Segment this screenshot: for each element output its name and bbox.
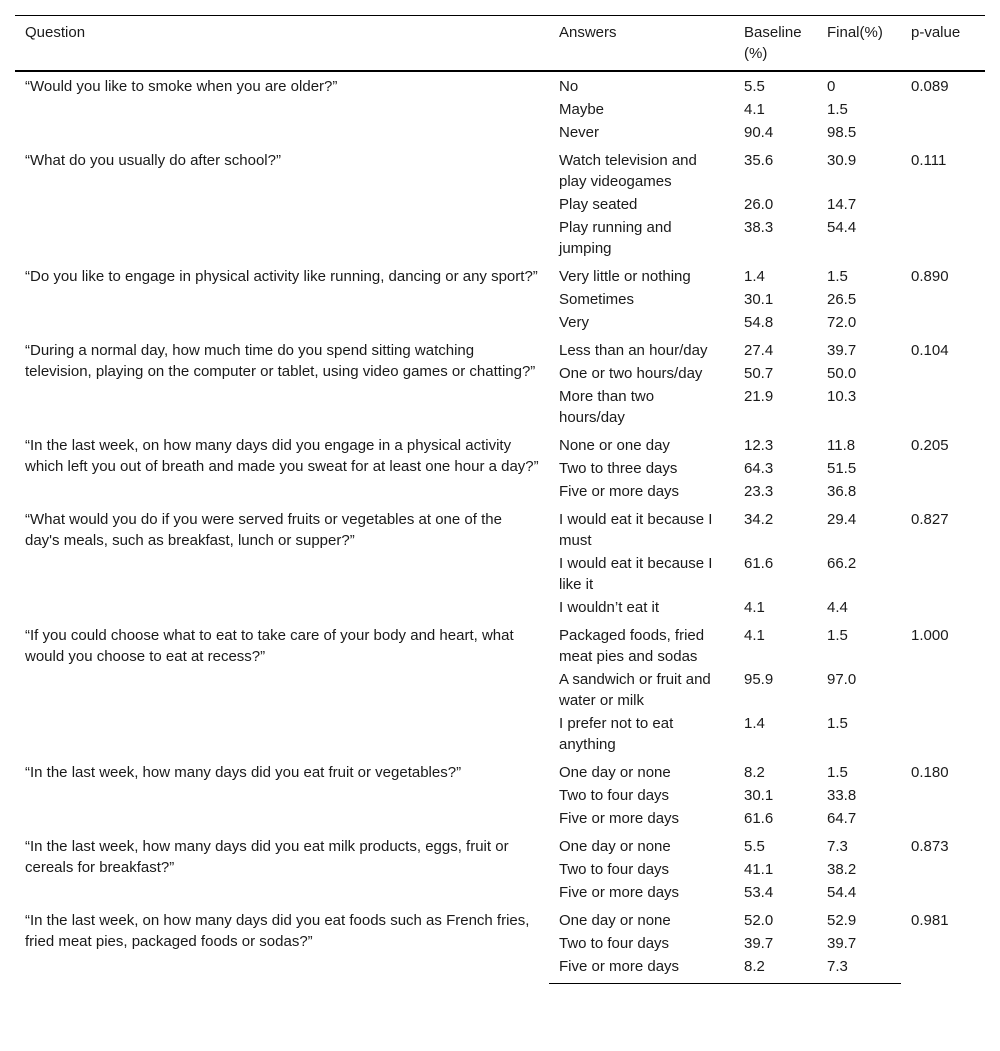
final-cell: 7.3 <box>827 838 848 855</box>
table-row <box>15 832 985 858</box>
pvalue-cell: 0.089 <box>911 78 949 95</box>
baseline-cell: 61.6 <box>744 810 774 827</box>
answer-cell: One day or none <box>559 764 671 781</box>
final-cell: 50.0 <box>827 365 857 382</box>
table-header <box>15 16 985 72</box>
answer-cell: Five or more days <box>549 955 734 984</box>
baseline-cell: 64.3 <box>744 460 774 477</box>
answer-cell: A sandwich or fruit and water or milk <box>559 671 711 709</box>
answer-cell: I prefer not to eat anything <box>559 715 674 753</box>
baseline-cell: 1.4 <box>744 715 765 732</box>
answer-cell: Five or more days <box>559 884 680 901</box>
pvalue-cell: 0.873 <box>911 838 949 855</box>
question-cell: “Do you like to engage in physical activity like running, dancing or any sport?” <box>25 268 538 285</box>
table-body <box>15 71 985 984</box>
baseline-cell: 4.1 <box>744 101 765 118</box>
baseline-cell: 38.3 <box>744 219 774 236</box>
header-final: Final(%) <box>817 16 901 72</box>
baseline-cell: 90.4 <box>744 124 774 141</box>
header-row <box>15 16 985 72</box>
final-cell: 1.5 <box>827 715 848 732</box>
final-cell: 7.3 <box>817 955 901 984</box>
baseline-cell: 95.9 <box>744 671 774 688</box>
baseline-cell: 34.2 <box>744 511 774 528</box>
baseline-cell: 5.5 <box>744 838 765 855</box>
answer-cell: Two to four days <box>559 861 670 878</box>
final-cell: 26.5 <box>827 291 857 308</box>
question-cell: “In the last week, how many days did you eat milk products, eggs, fruit or cereals for breakfast?” <box>25 838 509 876</box>
answer-cell: Two to four days <box>559 787 670 804</box>
answer-cell: Watch television and play videogames <box>559 152 697 190</box>
baseline-cell: 4.1 <box>744 599 765 616</box>
pvalue-cell: 1.000 <box>911 627 949 644</box>
question-cell: “In the last week, on how many days did you engage in a physical activity which left you out of breath and made you sweat for at least one hour a day?” <box>25 437 539 475</box>
question-cell: “If you could choose what to eat to take care of your body and heart, what would you choose to eat at recess?” <box>25 627 514 665</box>
final-cell: 11.8 <box>827 437 856 454</box>
baseline-cell: 41.1 <box>744 861 774 878</box>
table-row <box>15 262 985 288</box>
header-baseline: Baseline (%) <box>734 16 817 72</box>
pvalue-cell: 0.890 <box>911 268 949 285</box>
answer-cell: Two to four days <box>559 935 670 952</box>
pvalue-cell: 0.205 <box>911 437 949 454</box>
baseline-cell: 39.7 <box>744 935 774 952</box>
answer-cell: Two to three days <box>559 460 678 477</box>
baseline-cell: 21.9 <box>744 388 774 405</box>
final-cell: 54.4 <box>827 884 857 901</box>
answer-cell: Five or more days <box>559 483 680 500</box>
baseline-cell: 50.7 <box>744 365 774 382</box>
pvalue-cell: 0.827 <box>911 511 949 528</box>
final-cell: 4.4 <box>827 599 848 616</box>
answer-cell: Very <box>559 314 590 331</box>
results-table <box>15 15 985 984</box>
final-cell: 1.5 <box>827 627 848 644</box>
answer-cell: None or one day <box>559 437 670 454</box>
answer-cell: Less than an hour/day <box>559 342 708 359</box>
final-cell: 72.0 <box>827 314 857 331</box>
question-cell: “What would you do if you were served fruits or vegetables at one of the day's meals, such as breakfast, lunch or supper?” <box>25 511 502 549</box>
baseline-cell: 53.4 <box>744 884 774 901</box>
baseline-cell: 5.5 <box>744 78 765 95</box>
final-cell: 10.3 <box>827 388 857 405</box>
answer-cell: Five or more days <box>559 810 680 827</box>
baseline-cell: 12.3 <box>744 437 774 454</box>
baseline-cell: 1.4 <box>744 268 765 285</box>
baseline-cell: 8.2 <box>744 764 765 781</box>
baseline-cell: 4.1 <box>744 627 765 644</box>
final-cell: 52.9 <box>827 912 857 929</box>
final-cell: 38.2 <box>827 861 857 878</box>
header-answers: Answers <box>549 16 734 72</box>
table-row <box>15 431 985 457</box>
pvalue-cell: 0.180 <box>911 764 949 781</box>
baseline-cell: 26.0 <box>744 196 774 213</box>
table-row <box>15 336 985 362</box>
answer-cell: One day or none <box>559 838 671 855</box>
final-cell: 39.7 <box>827 342 857 359</box>
answer-cell: Sometimes <box>559 291 635 308</box>
pvalue-cell: 0.104 <box>911 342 949 359</box>
table-row <box>15 146 985 193</box>
answer-cell: I would eat it because I like it <box>559 555 713 593</box>
answer-cell: More than two hours/day <box>559 388 655 426</box>
question-cell: “In the last week, how many days did you eat fruit or vegetables?” <box>25 764 462 781</box>
baseline-cell: 8.2 <box>734 955 817 984</box>
baseline-cell: 23.3 <box>744 483 774 500</box>
answer-cell: Packaged foods, fried meat pies and sodas <box>559 627 705 665</box>
final-cell: 33.8 <box>827 787 857 804</box>
final-cell: 64.7 <box>827 810 857 827</box>
question-cell: “What do you usually do after school?” <box>25 152 281 169</box>
baseline-cell: 30.1 <box>744 291 774 308</box>
final-cell: 29.4 <box>827 511 857 528</box>
final-cell: 1.5 <box>827 101 848 118</box>
baseline-cell: 35.6 <box>744 152 774 169</box>
table-row <box>15 71 985 98</box>
final-cell: 36.8 <box>827 483 857 500</box>
answer-cell: I wouldn’t eat it <box>559 599 660 616</box>
final-cell: 39.7 <box>827 935 857 952</box>
final-cell: 30.9 <box>827 152 857 169</box>
pvalue-cell: 0.111 <box>911 152 947 169</box>
table-row <box>15 621 985 668</box>
answer-cell: Play running and jumping <box>559 219 672 257</box>
answer-cell: One day or none <box>559 912 671 929</box>
answer-cell: One or two hours/day <box>559 365 703 382</box>
final-cell: 1.5 <box>827 764 848 781</box>
question-cell: “Would you like to smoke when you are older?” <box>25 78 338 95</box>
answer-cell: No <box>559 78 579 95</box>
answer-cell: Never <box>559 124 600 141</box>
table-row <box>15 505 985 552</box>
baseline-cell: 52.0 <box>744 912 774 929</box>
table-row <box>15 758 985 784</box>
final-cell: 14.7 <box>827 196 857 213</box>
final-cell: 1.5 <box>827 268 848 285</box>
final-cell: 97.0 <box>827 671 857 688</box>
baseline-cell: 30.1 <box>744 787 774 804</box>
final-cell: 0 <box>827 78 836 95</box>
final-cell: 54.4 <box>827 219 857 236</box>
answer-cell: Maybe <box>559 101 605 118</box>
header-pvalue: p-value <box>901 16 985 72</box>
question-cell: “In the last week, on how many days did you eat foods such as French fries, fried meat pies, packaged foods or sodas?” <box>25 912 530 950</box>
baseline-cell: 61.6 <box>744 555 774 572</box>
header-question: Question <box>15 16 549 72</box>
question-cell: “During a normal day, how much time do you spend sitting watching television, playing on the computer or tablet, using video games or chatting?” <box>25 342 536 380</box>
baseline-cell: 54.8 <box>744 314 774 331</box>
final-cell: 66.2 <box>827 555 857 572</box>
answer-cell: Play seated <box>559 196 638 213</box>
final-cell: 51.5 <box>827 460 857 477</box>
answer-cell: Very little or nothing <box>559 268 691 285</box>
final-cell: 98.5 <box>827 124 857 141</box>
table-row <box>15 906 985 932</box>
pvalue-cell: 0.981 <box>911 912 949 929</box>
answer-cell: I would eat it because I must <box>559 511 713 549</box>
results-table-container <box>15 15 985 984</box>
baseline-cell: 27.4 <box>744 342 774 359</box>
